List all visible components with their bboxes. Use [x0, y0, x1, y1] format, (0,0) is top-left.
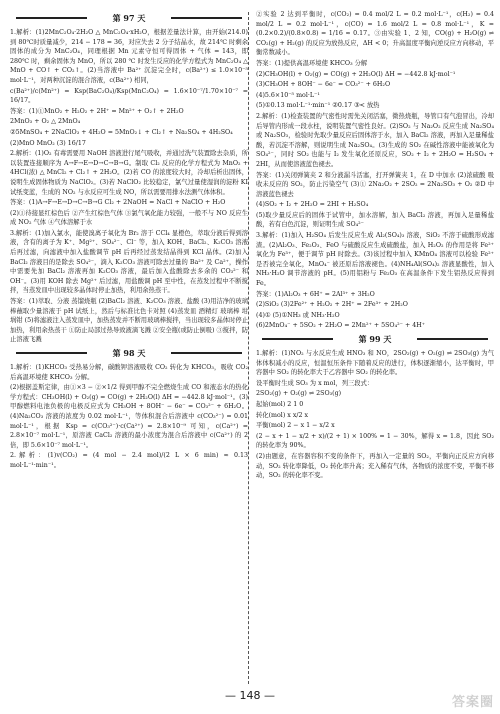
- day99-para: 转化(mol) x x/2 x: [256, 411, 309, 419]
- day97-para: (2)MnO MnO₂ (3) 16/17: [10, 139, 86, 147]
- day98-para: (4)SO₂ + I₂ + 2H₂O = 2HI + H₂SO₄: [256, 201, 369, 209]
- day98-para: (6)2MnO₄⁻ + 5SO₂ + 2H₂O = 2Mn²⁺ + 5SO₄²⁻ + 4H⁺: [256, 322, 426, 330]
- day98-para: 1.解析：(1)KHCO₃ 受热易分解，碳酸钾溶液吸收 CO₂ 转化为 KHCO₃，吸收 CO₂ 后高温环境使 KHCO₃ 分解。: [10, 364, 248, 381]
- page-number: — 148 —: [225, 689, 275, 702]
- day98-para: 3.解析：(1)加入 H₂SO₄ 后发生反应生成 Al₂(SO₄)₃ 溶液，SiO₂ 不溶于硫酸形成滤渣。(2)Al₂O₃、Fe₂O₃、FeO 与硫酸反应生成硫酸盐，加入 H₂O₂ 的作用是将 Fe²⁺ 氧化为 Fe³⁺，便于调节 pH 时除去。(3)该过程中加入 KMnO₄ 溶液可以检验 Fe²⁺ 是否被完全氧化，MnO₄⁻ 被还原后溶液褪色。(4)NH₄Al(SO₄)₂ 溶液显酸性，加入 NH₃·H₂O 调节溶液的 pH。(5)用铝粉与 Fe₂O₃ 在高温条件下发生铝热反应得到 Fe。: [256, 232, 494, 288]
- day97-body: [10, 28, 248, 345]
- day98-para: 2.解析：(1)检查装置的气密性时需先关闭活塞，微热烧瓶，导管口有气泡冒出，冷却后导管内形成一段水柱，说明装置气密性良好。(2)SO₂ 与 Na₂O₂ 反应生成 Na₂SO₄ 或 Na₂SO₃，检验时先取少量反应后固体溶于水，加入 BaCl₂ 溶液，再加入足量稀盐酸，若沉淀不溶解，则说明生成 Na₂SO₄。(3)生成的 SO₂ 在碱性溶液中能被氧化为 SO₄²⁻，同时 SO₂ 也能与 I₂ 发生氧化还原反应，SO₂ + I₂ + 2H₂O = H₂SO₄ + 2HI，从而使溶液蓝色褪去。: [256, 112, 494, 168]
- day99-heading: 第 99 天: [256, 333, 494, 345]
- column-divider: [248, 12, 249, 684]
- day98-para: (4)① (5)①NH₃ 或 NH₃·H₂O: [256, 311, 340, 319]
- day97-para: 2MnO₃ + O₂ △ 2MnO₄: [10, 118, 81, 126]
- day98-para: 2.解析：(1)v(CO₂) = (4 mol − 2.4 mol)/(2 L × 6 min) ≈ 0.13 mol·L⁻¹·min⁻¹。: [10, 452, 248, 469]
- day98-para: 答案：(1)关闭弹簧夹 2 和分液漏斗活塞，打开弹簧夹 1，在 D 中加水 (2)浓硫酸 吸收未反应的 SO₂，防止污染空气 (3)① 2Na₂O₂ + 2SO₂ = 2Na₂SO₃ + O₂ ②D 中溶液蓝色褪去: [256, 171, 494, 198]
- day97-para: 答案：(1)萃取、分液 蒸馏烧瓶 (2)BaCl₂ 溶液、K₂CO₃ 溶液、盐酸 (3)用洁净的玻璃棒蘸取少量溶液于 pH 试纸上，然后与标准比色卡对照 (4)蒸发皿 酒精灯 玻璃棒 坩埚钳 (5)将滤液注入蒸发皿中，加热蒸发并不断用玻璃棒搅拌，当出现较多晶体时停止加热，利用余热蒸干 ①防止局部过热导致液滴飞溅 ②安全瓶(或防止倒吸) ③搅拌，防止溶液飞溅: [10, 298, 248, 344]
- day99-para: 1.解析：(1)NO₂ 与水反应生成 HNO₃ 和 NO，2SO₂(g) + O₂(g) ⇌ 2SO₃(g) 为气体体积减小的反应，恒温恒压条件下随着反应的进行，体积逐渐缩小，达平衡时，甲容器中 SO₂ 的转化率大于乙容器中 SO₂ 的转化率。: [256, 350, 494, 377]
- day97-heading: 第 97 天: [10, 12, 248, 24]
- day97-para: c(Ba²⁺)/c(Mn²⁺) = Ksp(BaC₂O₄)/Ksp(MnC₂O₄) = 1.6×10⁻⁷/1.70×10⁻⁷ = 16/17。: [10, 87, 248, 105]
- day99-para: 2SO₂(g) + O₂(g) ⇌ 2SO₃(g): [256, 390, 342, 398]
- day99-para: (2)由题意，在容器容积不变的条件下，再加入一定量的 SO₂，平衡向正反应方向移动，SO₂ 转化率降低，O₂ 转化率升高；充入稀有气体，各物质的浓度不变，平衡不移动，SO₂ 的转化率不变。: [256, 452, 494, 480]
- day97-para: 2.解析：(1)O₂ 有毒需要用 NaOH 溶液进行尾气吸收，并通过洗气装置除去杂质，所以装置连接顺序为 A→F→E→D→C→B→G。制取 Cl₂ 反应的化学方程式为 MnO₂ + 4HCl(浓) △ MnCl₂ + Cl₂↑ + 2H₂O。(2)若 CO 的浓度较大时，冷却后析出固体，说明生成固体物质为 NaClO₂。(3)若 NaClO₂ 比较稳定，氯气过量使湿润的淀粉 KI 试纸变蓝，生成的 NO₂ 与水反应可生成 NO，所以需要用排水法测气体体积。: [10, 150, 248, 196]
- day98-para: (5)①0.13 mol·L⁻¹·min⁻¹ ②0.17 ③< 放热: [256, 102, 380, 110]
- day98-body: [10, 363, 248, 471]
- day98-para: (2)CH₃OH(l) + O₂(g) = CO(g) + 2H₂O(l) ΔH = −442.8 kJ·mol⁻¹: [256, 70, 456, 78]
- left-column: [10, 10, 248, 472]
- day98-para: (2)SiO₂ (3)2Fe²⁺ + H₂O₂ + 2H⁺ = 2Fe³⁺ + 2H₂O: [256, 301, 408, 309]
- day99-para: 设平衡时生成 SO₃ 为 x mol，列三段式：: [256, 379, 374, 387]
- day97-para: ②5MnSO₄ + 2NaClO₃ + 4H₂O = 5MnO₂↓ + Cl₂↑ + Na₂SO₄ + 4H₂SO₄: [10, 128, 233, 136]
- day98-para: (3)CH₃OH + 8OH⁻ − 6e⁻ = CO₃²⁻ + 6H₂O: [256, 81, 391, 89]
- day98-heading: 第 98 天: [10, 347, 248, 359]
- day98-para: 答案：(1)提供高温环境使 KHCO₃ 分解: [256, 59, 368, 67]
- day97-para: 答案：(1)A→F→E→D→C→B→G Cl₂ + 2NaOH = NaCl + NaClO + H₂O: [10, 199, 226, 207]
- day97-para: (2)①待接显红棕色后 ②产生红棕色气体 ③氯气氧化能力较强，一般不与 NO 反应生成 NO₂ 气体 ④气体溶解于水: [10, 209, 248, 227]
- day98-para: 答案：(1)Al₂O₃ + 6H⁺ = 2Al³⁺ + 3H₂O: [256, 290, 375, 298]
- day99-body: [256, 349, 494, 481]
- day97-para: 1.解析：(1)2MnC₂O₄·2H₂O △ MnC₂O₄·xH₂O，根据差量法计算，由开始(214.0)到 80℃时质量减少，214 − 178 = 36，对应失去 2 分子结晶水，故 214℃ 时剩余固体的成分为 MnC₂O₄，同理根据 Mn 元素守恒可得固体 + 气体 = 143，即 280℃ 时，剩余固体为 MnO，所以 280 ℃ 时发生反应的化学方程式为 MnC₂O₄ △ MnO + CO↑ + CO₂↑。(2)当溶液中 Ba²⁺ 沉淀完全时，c(Ba²⁺) ≤ 1.0×10⁻⁵ mol·L⁻¹，对两种沉淀的混合溶液，c(Ba²⁺) 相同，: [10, 29, 248, 84]
- day98-para: (5)取少量反应后的固体于试管中，加水溶解，加入 BaCl₂ 溶液，再加入足量稀盐酸，若有白色沉淀，则证明生成 SO₄²⁻: [256, 211, 494, 229]
- day98-para: ②实验 2 达到平衡时，c(CO₂) = 0.4 mol/2 L = 0.2 mol·L⁻¹，c(H₂) = 0.4 mol/2 L = 0.2 mol·L⁻¹，c(CO) = 1.6 mol/2 L = 0.8 mol·L⁻¹，K = (0.2×0.2)/(0.8×0.8) = 1/16 ≈ 0.17。③由实验 1、2 知，CO(g) + H₂O(g) ⇌ CO₂(g) + H₂(g) 的反应为放热反应，ΔH < 0；升高温度平衡向逆反应方向移动，平衡常数减小。: [256, 11, 494, 57]
- day97-para: 3.解析：(1)加入氯水，能使溴离子氧化为 Br₂ 溶于 CCl₄ 显橙色，萃取分液后得到溶液，含有的离子为 K⁺、Mg²⁺、SO₄²⁻、Cl⁻ 等，加入 KOH、BaCl₂、K₂CO₃ 溶液后再过滤，向滤液中加入盐酸调节 pH 后再经过蒸发结晶得到 KCl 晶体。(2)加入 BaCl₂ 溶液目的是除去 SO₄²⁻，滴入 K₂CO₃ 溶液可除去过量的 Ba²⁺ 及 Ca²⁺，操作中需要先加 BaCl₂ 溶液再加 K₂CO₃ 溶液，最后加入盐酸除去多余的 CO₃²⁻ 和 OH⁻。(3)用 KOH 除去 Mg²⁺ 后过滤，用盐酸调 pH 至中性，在蒸发过程中不断搅拌，当蒸发皿中出现较多晶体时停止加热，利用余热蒸干。: [10, 229, 248, 295]
- day98-continued: [256, 10, 494, 331]
- day99-para: 平衡(mol) 2 − x 1 − x/2 x: [256, 422, 335, 430]
- day99-para: (2 − x + 1 − x/2 + x)/(2 + 1) × 100% = 1 − 30%，解得 x = 1.8，因此 SO₂ 的转化率为 90%。: [256, 432, 494, 450]
- watermark-logo: 答案圈: [451, 695, 494, 710]
- day97-para: 答案：(1)①MnO₂ + H₂O₂ + 2H⁺ = Mn²⁺ + O₂↑ + 2H₂O: [10, 107, 184, 115]
- day99-para: 起始(mol) 2 1 0: [256, 400, 304, 408]
- right-column: [256, 10, 494, 482]
- day98-para: (2)根据盖斯定律，由①×3 − ②×1/2 得到甲醇不完全燃烧生成 CO 和液态水的热化学方程式：CH₃OH(l) + O₂(g) = CO(g) + 2H₂O(l) ΔH = −442.8 kJ·mol⁻¹。(3)甲醇燃料电池负极的电极反应式为 CH₃OH + 8OH⁻ − 6e⁻ = CO₃²⁻ + 6H₂O。(4)Na₂CO₃ 溶液的浓度为 0.02 mol·L⁻¹，等体积混合后溶液中 c(CO₃²⁻) = 0.01 mol·L⁻¹，根据 Ksp = c(CO₃²⁻)·c(Ca²⁺) = 2.8×10⁻⁹ 可知，c(Ca²⁺) = 2.8×10⁻⁷ mol·L⁻¹，原溶液 CaCl₂ 溶液的最小浓度为混合后溶液中 c(Ca²⁺) 的 2 倍，即 5.6×10⁻⁷ mol·L⁻¹。: [10, 384, 248, 449]
- day98-para: (4)5.6×10⁻⁵ mol·L⁻¹: [256, 91, 320, 99]
